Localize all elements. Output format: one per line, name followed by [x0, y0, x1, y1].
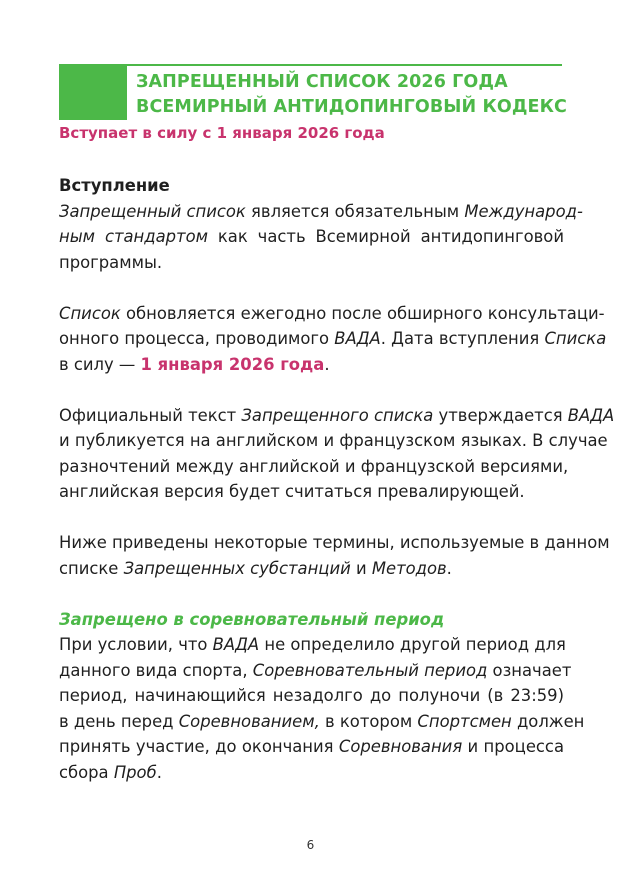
- title-line-1: ЗАПРЕЩЕННЫЙ СПИСОК 2026 ГОДА: [136, 72, 508, 92]
- in-competition-paragraph: При условии, что ВАДА не определило другой период для данного вида спорта, Соревновательный период означает период, начинающийся незадолго до полуночи (в 23:59) в день перед Соревнованием, в котором Спортсмен должен принять участие, до окончания Соревнования и процесса сбора Проб.: [59, 635, 585, 782]
- document-title: [136, 70, 567, 120]
- header-color-block: [59, 66, 127, 120]
- effective-date-highlight: 1 января 2026 года: [140, 354, 325, 374]
- title-line-2: ВСЕМИРНЫЙ АНТИДОПИНГОВЫЙ КОДЕКС: [136, 97, 567, 117]
- header-rule: [59, 64, 562, 66]
- page-content: [59, 173, 615, 785]
- intro-paragraph-2: Список обновляется ежегодно после обширного консультаци- онного процесса, проводимого ВАДА. Дата вступления Списка в силу — 1 января 2026 года.: [59, 303, 607, 374]
- page-number: 6: [306, 838, 315, 852]
- intro-paragraph-3: Официальный текст Запрещенного списка утверждается ВАДА и публикуется на английском и французском языках. В случае разночтений между английской и французской версиями, английская версия будет считаться превалирующей.: [59, 405, 615, 501]
- section-heading-in-competition: Запрещено в соревновательный период: [59, 609, 445, 629]
- section-heading-intro: Вступление: [59, 176, 170, 195]
- intro-paragraph-4: Ниже приведены некоторые термины, используемые в данном списке Запрещенных субстанций и Методов.: [59, 533, 610, 578]
- effective-date-subtitle: Вступает в силу с 1 января 2026 года: [59, 124, 385, 142]
- intro-paragraph-1: Запрещенный список является обязательным Международ- ным стандартом как часть Всемирной антидопинговой программы.: [59, 201, 583, 272]
